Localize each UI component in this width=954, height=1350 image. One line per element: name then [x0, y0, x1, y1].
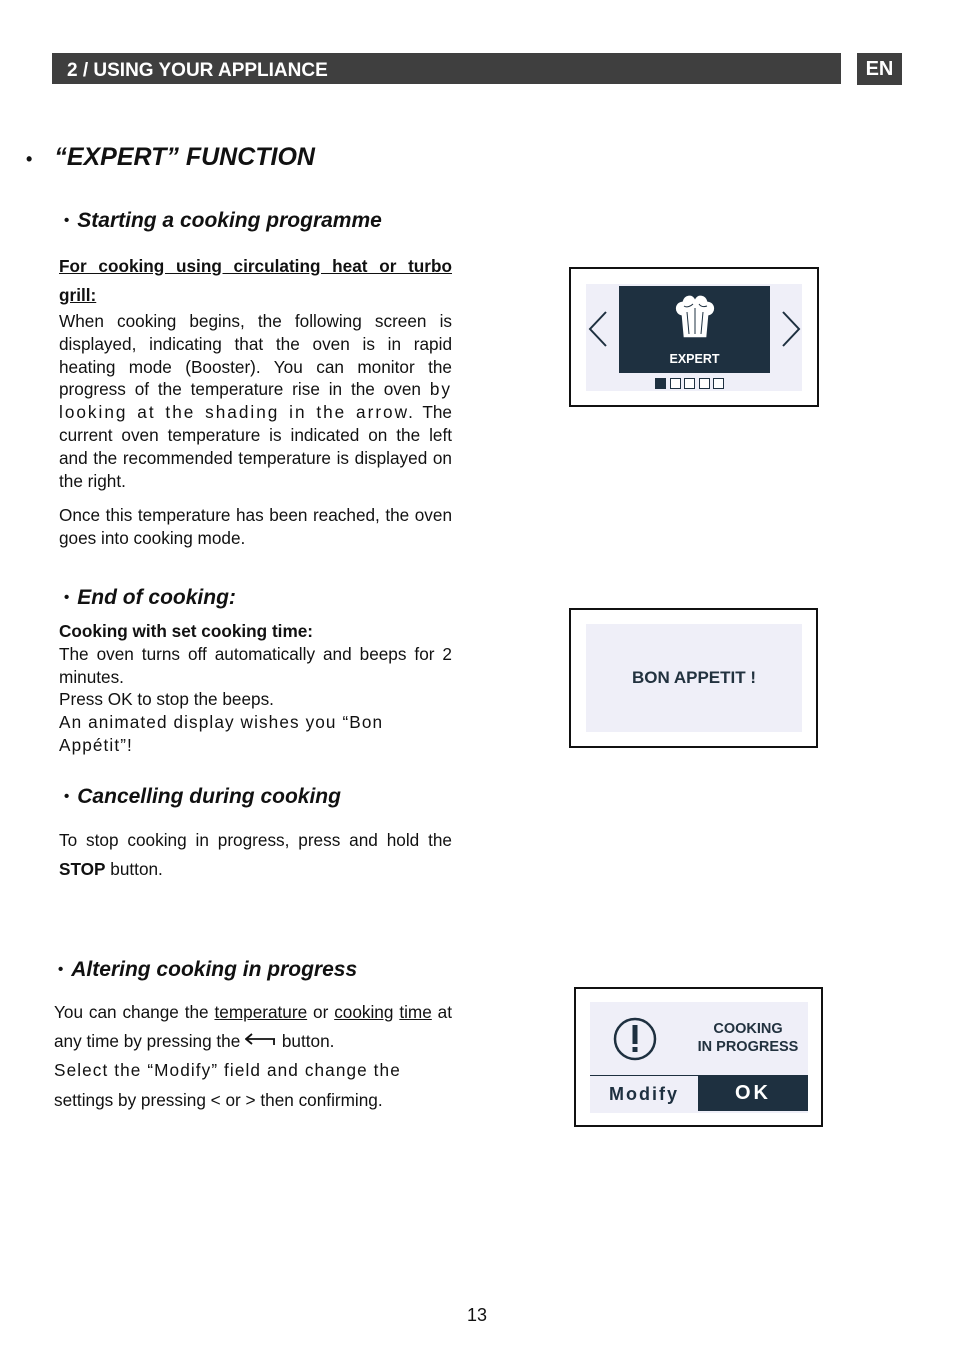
stop-button-label: STOP: [59, 859, 106, 879]
altering-line-settings: settings by pressing < or > then confirming.: [54, 1089, 383, 1110]
bullet-icon: •: [64, 212, 70, 229]
bullet-icon: •: [58, 961, 64, 978]
starting-paragraph-1: When cooking begins, the following screen is displayed, indicating that the oven is in rapid heating mode (Booster). You can monitor the progress of the temperature rise in the oven by looking at the shading in the arrow. The current oven temperature is indicated on the left and the recommended temperature is displayed on the right.: [59, 311, 452, 491]
expert-label: EXPERT: [669, 352, 720, 366]
starting-subheading: For cooking using circulating heat or turbo grill:: [59, 256, 452, 305]
page-dot: [655, 378, 666, 389]
starting-programme-text: [59, 252, 452, 550]
arrow-right-icon[interactable]: [777, 309, 803, 349]
bon-appetit-screen: [569, 608, 818, 748]
cooking-status: COOKING IN PROGRESS: [697, 1021, 799, 1055]
cooking-progress-screen: [574, 987, 823, 1127]
end-line-1: The oven turns off automatically and beeps for 2 minutes.: [59, 643, 452, 687]
warning-icon: [612, 1016, 658, 1062]
altering-line-select: Select the “Modify” field and change the: [54, 1060, 401, 1081]
bon-appetit-area: [586, 624, 802, 732]
heading-cancelling: • Cancelling during cooking: [64, 785, 341, 808]
page-dot: [713, 378, 724, 389]
section-header: 2 / USING YOUR APPLIANCE: [52, 53, 841, 84]
heading-altering: • Altering cooking in progress: [58, 958, 358, 981]
bullet-icon: •: [64, 788, 70, 805]
page-dot: [684, 378, 695, 389]
page-indicator: [655, 378, 728, 389]
time-link: time: [399, 1002, 432, 1022]
altering-text: You can change the temperature or cooking time at any time by pressing the button. Select the “Modify” field and change the settings by pressing < or > then confirming.: [54, 998, 452, 1115]
bon-appetit-message: BON APPETIT !: [631, 668, 757, 687]
page-dot: [670, 378, 681, 389]
expert-display-area: [586, 284, 802, 391]
page-number: 13: [466, 1305, 488, 1325]
cancelling-text: To stop cooking in progress, press and hold the STOP button.: [59, 830, 452, 879]
expert-tile[interactable]: [619, 286, 770, 373]
end-line-3: An animated display wishes you “Bon Appétit”!: [59, 712, 384, 755]
heading-end-of-cooking: • End of cooking:: [64, 586, 236, 609]
page-title: • “EXPERT” FUNCTION: [26, 143, 315, 171]
end-line-2: Press OK to stop the beeps.: [59, 689, 274, 710]
bullet-icon: •: [64, 589, 70, 606]
chef-hat-icon: [669, 292, 721, 342]
modify-button[interactable]: Modify: [590, 1075, 698, 1111]
cooking-progress-area: [590, 1002, 808, 1113]
end-subheading: Cooking with set cooking time:: [59, 621, 314, 641]
temperature-link: temperature: [214, 1002, 308, 1022]
heading-starting-programme: • Starting a cooking programme: [64, 209, 382, 232]
expert-display-screen: [569, 267, 819, 407]
ok-button[interactable]: OK: [698, 1075, 808, 1111]
language-badge: EN: [857, 53, 902, 85]
starting-paragraph-2: Once this temperature has been reached, the oven goes into cooking mode.: [59, 505, 452, 549]
page-dot: [699, 378, 710, 389]
bullet-icon: •: [26, 149, 33, 169]
end-of-cooking-text: [59, 620, 452, 757]
back-arrow-icon: [245, 1033, 277, 1047]
cooking-link: cooking: [334, 1002, 394, 1022]
arrow-left-icon[interactable]: [586, 309, 612, 349]
